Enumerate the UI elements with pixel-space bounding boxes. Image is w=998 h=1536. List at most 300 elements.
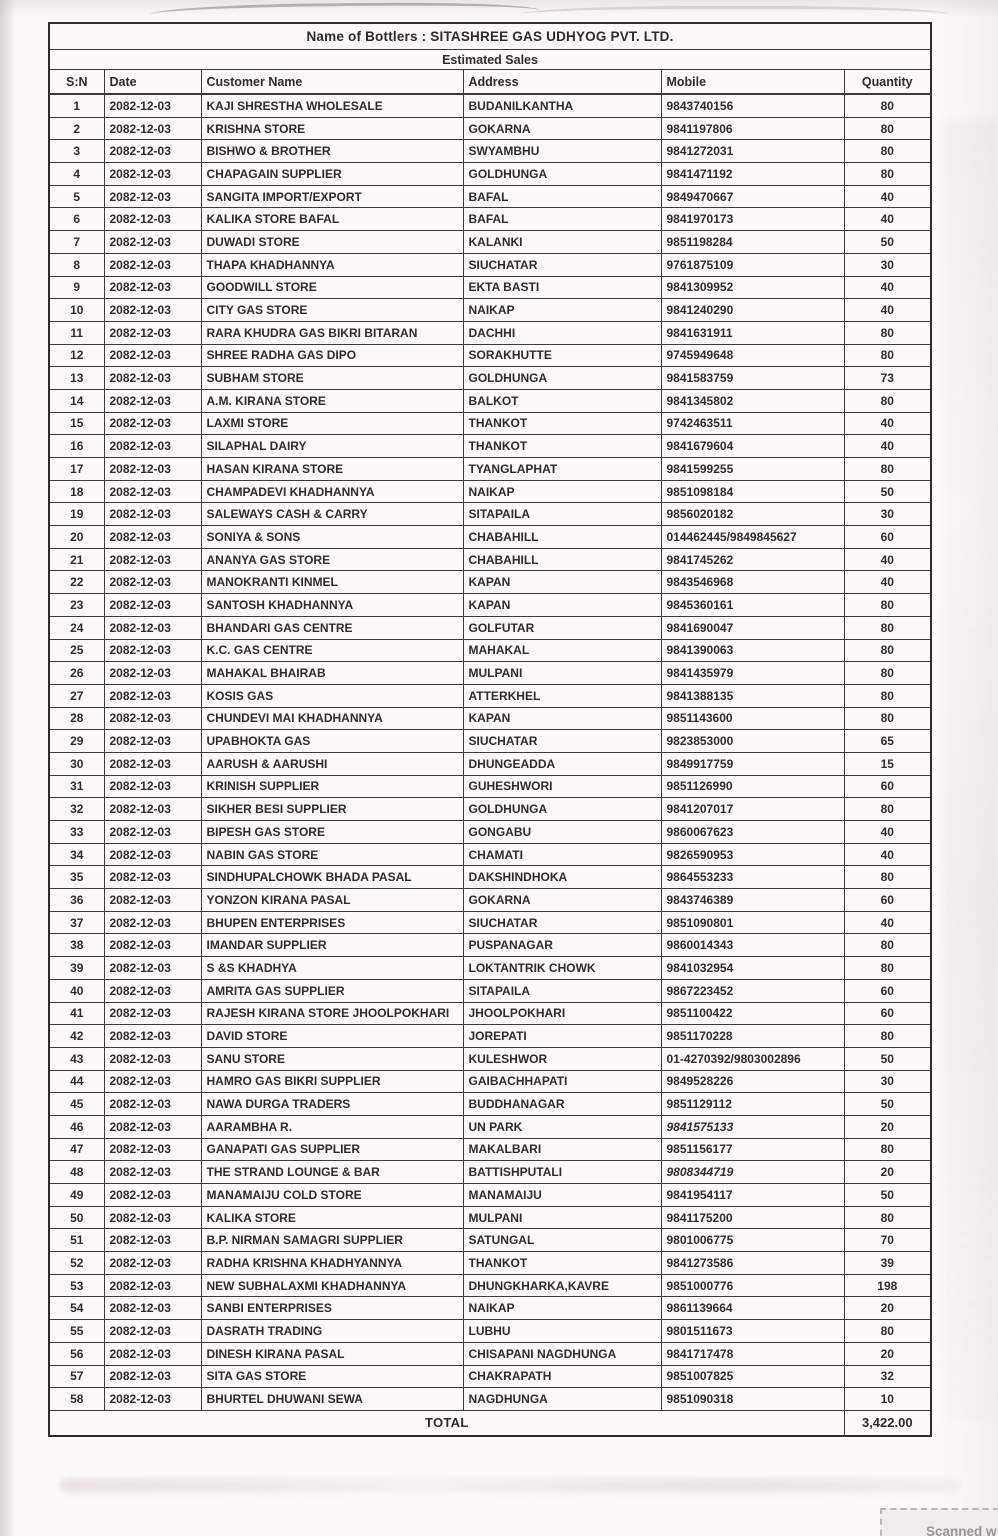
- table-row: [49, 548, 931, 571]
- quantity-cell: 80: [844, 117, 931, 140]
- customer-cell: AMRITA GAS SUPPLIER: [201, 979, 463, 1002]
- date-cell: 2082-12-03: [104, 163, 201, 186]
- address-cell: THANKOT: [463, 1252, 661, 1275]
- sn-cell: 50: [49, 1206, 104, 1229]
- sn-cell: 16: [49, 435, 104, 458]
- sn-cell: 8: [49, 253, 104, 276]
- date-cell: 2082-12-03: [104, 843, 201, 866]
- table-row: [49, 435, 931, 458]
- quantity-cell: 50: [844, 1184, 931, 1207]
- quantity-cell: 20: [844, 1297, 931, 1320]
- address-cell: GOLDHUNGA: [463, 367, 661, 390]
- quantity-cell: 80: [844, 140, 931, 163]
- sn-cell: 19: [49, 503, 104, 526]
- quantity-cell: 80: [844, 458, 931, 481]
- customer-cell: HASAN KIRANA STORE: [201, 458, 463, 481]
- sn-cell: 39: [49, 957, 104, 980]
- date-cell: 2082-12-03: [104, 1342, 201, 1365]
- total-value: 3,422.00: [844, 1410, 931, 1436]
- table-row: [49, 253, 931, 276]
- column-header-mobile: Mobile: [661, 70, 844, 95]
- quantity-cell: 80: [844, 934, 931, 957]
- quantity-cell: 80: [844, 321, 931, 344]
- address-cell: MAHAKAL: [463, 639, 661, 662]
- customer-cell: K.C. GAS CENTRE: [201, 639, 463, 662]
- quantity-cell: 80: [844, 163, 931, 186]
- table-row: [49, 1229, 931, 1252]
- table-row: [49, 866, 931, 889]
- mobile-cell: 01-4270392/9803002896: [661, 1047, 844, 1070]
- customer-cell: UPABHOKTA GAS: [201, 730, 463, 753]
- table-row: [49, 707, 931, 730]
- mobile-cell: 9841197806: [661, 117, 844, 140]
- mobile-cell: 9841631911: [661, 321, 844, 344]
- date-cell: 2082-12-03: [104, 730, 201, 753]
- sn-cell: 2: [49, 117, 104, 140]
- address-cell: NAGDHUNGA: [463, 1388, 661, 1411]
- mobile-cell: 9808344719: [661, 1161, 844, 1184]
- table-row: [49, 911, 931, 934]
- customer-cell: KAJI SHRESTHA WHOLESALE: [201, 94, 463, 117]
- mobile-cell: 9864553233: [661, 866, 844, 889]
- column-header-row: [49, 70, 931, 95]
- address-cell: LOKTANTRIK CHOWK: [463, 957, 661, 980]
- address-cell: GOLFUTAR: [463, 616, 661, 639]
- table-row: [49, 526, 931, 549]
- sn-cell: 47: [49, 1138, 104, 1161]
- sn-cell: 15: [49, 412, 104, 435]
- sn-cell: 12: [49, 344, 104, 367]
- quantity-cell: 80: [844, 707, 931, 730]
- table-row: [49, 979, 931, 1002]
- mobile-cell: 9851156177: [661, 1138, 844, 1161]
- sn-cell: 49: [49, 1184, 104, 1207]
- mobile-cell: 9841599255: [661, 458, 844, 481]
- table-row: [49, 1184, 931, 1207]
- mobile-cell: 9851143600: [661, 707, 844, 730]
- address-cell: SWYAMBHU: [463, 140, 661, 163]
- sn-cell: 11: [49, 321, 104, 344]
- table-row: [49, 1070, 931, 1093]
- mobile-cell: 9851090801: [661, 911, 844, 934]
- address-cell: MULPANI: [463, 662, 661, 685]
- quantity-cell: 50: [844, 1093, 931, 1116]
- table-row: [49, 1002, 931, 1025]
- customer-cell: KOSIS GAS: [201, 684, 463, 707]
- quantity-cell: 65: [844, 730, 931, 753]
- date-cell: 2082-12-03: [104, 821, 201, 844]
- mobile-cell: 9841745262: [661, 548, 844, 571]
- mobile-cell: 9841273586: [661, 1252, 844, 1275]
- address-cell: UN PARK: [463, 1115, 661, 1138]
- date-cell: 2082-12-03: [104, 344, 201, 367]
- customer-cell: RARA KHUDRA GAS BIKRI BITARAN: [201, 321, 463, 344]
- address-cell: NAIKAP: [463, 480, 661, 503]
- address-cell: THANKOT: [463, 412, 661, 435]
- date-cell: 2082-12-03: [104, 1206, 201, 1229]
- address-cell: DAKSHINDHOKA: [463, 866, 661, 889]
- quantity-cell: 80: [844, 639, 931, 662]
- table-row: [49, 889, 931, 912]
- table-row: [49, 1274, 931, 1297]
- address-cell: SATUNGAL: [463, 1229, 661, 1252]
- date-cell: 2082-12-03: [104, 1002, 201, 1025]
- table-row: [49, 503, 931, 526]
- mobile-cell: 9841272031: [661, 140, 844, 163]
- quantity-cell: 80: [844, 594, 931, 617]
- quantity-cell: 30: [844, 503, 931, 526]
- table-row: [49, 1320, 931, 1343]
- mobile-cell: 9851170228: [661, 1025, 844, 1048]
- address-cell: BAFAL: [463, 208, 661, 231]
- date-cell: 2082-12-03: [104, 594, 201, 617]
- address-cell: BALKOT: [463, 389, 661, 412]
- address-cell: MULPANI: [463, 1206, 661, 1229]
- address-cell: KULESHWOR: [463, 1047, 661, 1070]
- mobile-cell: 9845360161: [661, 594, 844, 617]
- sn-cell: 37: [49, 911, 104, 934]
- sn-cell: 57: [49, 1365, 104, 1388]
- quantity-cell: 80: [844, 344, 931, 367]
- date-cell: 2082-12-03: [104, 548, 201, 571]
- address-cell: CHAMATI: [463, 843, 661, 866]
- quantity-cell: 50: [844, 1047, 931, 1070]
- sn-cell: 43: [49, 1047, 104, 1070]
- quantity-cell: 40: [844, 208, 931, 231]
- quantity-cell: 40: [844, 185, 931, 208]
- subtitle-row: [49, 50, 931, 70]
- date-cell: 2082-12-03: [104, 1047, 201, 1070]
- customer-cell: SITA GAS STORE: [201, 1365, 463, 1388]
- customer-cell: LAXMI STORE: [201, 412, 463, 435]
- date-cell: 2082-12-03: [104, 458, 201, 481]
- customer-cell: RADHA KRISHNA KHADHYANNYA: [201, 1252, 463, 1275]
- sn-cell: 40: [49, 979, 104, 1002]
- sn-cell: 3: [49, 140, 104, 163]
- customer-cell: NEW SUBHALAXMI KHADHANNYA: [201, 1274, 463, 1297]
- table-body: [49, 94, 931, 1410]
- quantity-cell: 10: [844, 1388, 931, 1411]
- mobile-cell: 9841345802: [661, 389, 844, 412]
- mobile-cell: 9761875109: [661, 253, 844, 276]
- address-cell: NAIKAP: [463, 1297, 661, 1320]
- quantity-cell: 80: [844, 957, 931, 980]
- column-header-date: Date: [104, 70, 201, 95]
- address-cell: SIUCHATAR: [463, 730, 661, 753]
- address-cell: SIUCHATAR: [463, 253, 661, 276]
- date-cell: 2082-12-03: [104, 1161, 201, 1184]
- date-cell: 2082-12-03: [104, 571, 201, 594]
- sn-cell: 28: [49, 707, 104, 730]
- customer-cell: BISHWO & BROTHER: [201, 140, 463, 163]
- sn-cell: 29: [49, 730, 104, 753]
- mobile-cell: 9742463511: [661, 412, 844, 435]
- address-cell: KAPAN: [463, 594, 661, 617]
- table-row: [49, 1047, 931, 1070]
- address-cell: ATTERKHEL: [463, 684, 661, 707]
- quantity-cell: 40: [844, 276, 931, 299]
- customer-cell: KRISHNA STORE: [201, 117, 463, 140]
- address-cell: SITAPAILA: [463, 979, 661, 1002]
- address-cell: GUHESHWORI: [463, 775, 661, 798]
- quantity-cell: 80: [844, 389, 931, 412]
- table-row: [49, 798, 931, 821]
- scan-shadow-curve: [150, 1, 540, 24]
- sn-cell: 5: [49, 185, 104, 208]
- date-cell: 2082-12-03: [104, 1229, 201, 1252]
- mobile-cell: 9841032954: [661, 957, 844, 980]
- quantity-cell: 80: [844, 1138, 931, 1161]
- customer-cell: SANGITA IMPORT/EXPORT: [201, 185, 463, 208]
- date-cell: 2082-12-03: [104, 94, 201, 117]
- date-cell: 2082-12-03: [104, 911, 201, 934]
- mobile-cell: 9851098184: [661, 480, 844, 503]
- customer-cell: MANOKRANTI KINMEL: [201, 571, 463, 594]
- table-row: [49, 185, 931, 208]
- scan-shadow-curve: [520, 6, 950, 23]
- document-subtitle: Estimated Sales: [49, 50, 931, 70]
- sn-cell: 14: [49, 389, 104, 412]
- sn-cell: 44: [49, 1070, 104, 1093]
- sn-cell: 31: [49, 775, 104, 798]
- customer-cell: SANTOSH KHADHANNYA: [201, 594, 463, 617]
- quantity-cell: 60: [844, 979, 931, 1002]
- quantity-cell: 50: [844, 480, 931, 503]
- date-cell: 2082-12-03: [104, 957, 201, 980]
- address-cell: DACHHI: [463, 321, 661, 344]
- address-cell: SITAPAILA: [463, 503, 661, 526]
- date-cell: 2082-12-03: [104, 1184, 201, 1207]
- table-row: [49, 389, 931, 412]
- customer-cell: IMANDAR SUPPLIER: [201, 934, 463, 957]
- mobile-cell: 9841388135: [661, 684, 844, 707]
- address-cell: GOLDHUNGA: [463, 798, 661, 821]
- quantity-cell: 40: [844, 435, 931, 458]
- date-cell: 2082-12-03: [104, 752, 201, 775]
- table-row: [49, 276, 931, 299]
- customer-cell: BHANDARI GAS CENTRE: [201, 616, 463, 639]
- customer-cell: SHREE RADHA GAS DIPO: [201, 344, 463, 367]
- table-row: [49, 163, 931, 186]
- total-label: TOTAL: [49, 1410, 844, 1436]
- address-cell: DHUNGKHARKA,KAVRE: [463, 1274, 661, 1297]
- address-cell: MANAMAIJU: [463, 1184, 661, 1207]
- table-row: [49, 140, 931, 163]
- quantity-cell: 20: [844, 1115, 931, 1138]
- quantity-cell: 80: [844, 1320, 931, 1343]
- sn-cell: 52: [49, 1252, 104, 1275]
- date-cell: 2082-12-03: [104, 480, 201, 503]
- mobile-cell: 9851129112: [661, 1093, 844, 1116]
- date-cell: 2082-12-03: [104, 117, 201, 140]
- quantity-cell: 80: [844, 684, 931, 707]
- sn-cell: 21: [49, 548, 104, 571]
- customer-cell: AARAMBHA R.: [201, 1115, 463, 1138]
- date-cell: 2082-12-03: [104, 1388, 201, 1411]
- customer-cell: SILAPHAL DAIRY: [201, 435, 463, 458]
- address-cell: CHABAHILL: [463, 526, 661, 549]
- customer-cell: KALIKA STORE BAFAL: [201, 208, 463, 231]
- table-row: [49, 1025, 931, 1048]
- customer-cell: DUWADI STORE: [201, 231, 463, 254]
- date-cell: 2082-12-03: [104, 367, 201, 390]
- quantity-cell: 73: [844, 367, 931, 390]
- date-cell: 2082-12-03: [104, 503, 201, 526]
- table-row: [49, 1297, 931, 1320]
- sn-cell: 36: [49, 889, 104, 912]
- mobile-cell: 9843546968: [661, 571, 844, 594]
- date-cell: 2082-12-03: [104, 979, 201, 1002]
- sn-cell: 4: [49, 163, 104, 186]
- address-cell: TYANGLAPHAT: [463, 458, 661, 481]
- sn-cell: 25: [49, 639, 104, 662]
- mobile-cell: 9851198284: [661, 231, 844, 254]
- sn-cell: 30: [49, 752, 104, 775]
- sn-cell: 26: [49, 662, 104, 685]
- address-cell: KAPAN: [463, 707, 661, 730]
- customer-cell: B.P. NIRMAN SAMAGRI SUPPLIER: [201, 1229, 463, 1252]
- mobile-cell: 9823853000: [661, 730, 844, 753]
- table-row: [49, 594, 931, 617]
- table-row: [49, 1365, 931, 1388]
- column-header-address: Address: [463, 70, 661, 95]
- mobile-cell: 9851090318: [661, 1388, 844, 1411]
- address-cell: KAPAN: [463, 571, 661, 594]
- mobile-cell: 014462445/9849845627: [661, 526, 844, 549]
- date-cell: 2082-12-03: [104, 1115, 201, 1138]
- quantity-cell: 60: [844, 775, 931, 798]
- mobile-cell: 9849528226: [661, 1070, 844, 1093]
- quantity-cell: 80: [844, 616, 931, 639]
- mobile-cell: 9843746389: [661, 889, 844, 912]
- table-row: [49, 730, 931, 753]
- date-cell: 2082-12-03: [104, 208, 201, 231]
- sn-cell: 46: [49, 1115, 104, 1138]
- sn-cell: 27: [49, 684, 104, 707]
- table-row: [49, 821, 931, 844]
- mobile-cell: 9841679604: [661, 435, 844, 458]
- mobile-cell: 9841175200: [661, 1206, 844, 1229]
- address-cell: PUSPANAGAR: [463, 934, 661, 957]
- address-cell: BATTISHPUTALI: [463, 1161, 661, 1184]
- scan-smudge: [60, 1478, 960, 1493]
- table-row: [49, 367, 931, 390]
- date-cell: 2082-12-03: [104, 775, 201, 798]
- date-cell: 2082-12-03: [104, 231, 201, 254]
- quantity-cell: 40: [844, 843, 931, 866]
- table-row: [49, 299, 931, 322]
- sn-cell: 41: [49, 1002, 104, 1025]
- table-row: [49, 1206, 931, 1229]
- sn-cell: 51: [49, 1229, 104, 1252]
- quantity-cell: 32: [844, 1365, 931, 1388]
- address-cell: GOKARNA: [463, 889, 661, 912]
- table-row: [49, 1161, 931, 1184]
- date-cell: 2082-12-03: [104, 526, 201, 549]
- table-row: [49, 662, 931, 685]
- address-cell: JHOOLPOKHARI: [463, 1002, 661, 1025]
- address-cell: CHAKRAPATH: [463, 1365, 661, 1388]
- mobile-cell: 9841207017: [661, 798, 844, 821]
- date-cell: 2082-12-03: [104, 1297, 201, 1320]
- date-cell: 2082-12-03: [104, 866, 201, 889]
- customer-cell: SIKHER BESI SUPPLIER: [201, 798, 463, 821]
- customer-cell: DAVID STORE: [201, 1025, 463, 1048]
- table-row: [49, 616, 931, 639]
- address-cell: JOREPATI: [463, 1025, 661, 1048]
- date-cell: 2082-12-03: [104, 707, 201, 730]
- customer-cell: A.M. KIRANA STORE: [201, 389, 463, 412]
- table-row: [49, 117, 931, 140]
- customer-cell: SALEWAYS CASH & CARRY: [201, 503, 463, 526]
- customer-cell: YONZON KIRANA PASAL: [201, 889, 463, 912]
- quantity-cell: 30: [844, 1070, 931, 1093]
- customer-cell: CHUNDEVI MAI KHADHANNYA: [201, 707, 463, 730]
- date-cell: 2082-12-03: [104, 1365, 201, 1388]
- table-row: [49, 775, 931, 798]
- quantity-cell: 40: [844, 821, 931, 844]
- address-cell: SORAKHUTTE: [463, 344, 661, 367]
- quantity-cell: 40: [844, 911, 931, 934]
- date-cell: 2082-12-03: [104, 934, 201, 957]
- address-cell: DHUNGEADDA: [463, 752, 661, 775]
- customer-cell: SANBI ENTERPRISES: [201, 1297, 463, 1320]
- sn-cell: 17: [49, 458, 104, 481]
- date-cell: 2082-12-03: [104, 1093, 201, 1116]
- mobile-cell: 9851007825: [661, 1365, 844, 1388]
- customer-cell: KRINISH SUPPLIER: [201, 775, 463, 798]
- customer-cell: MANAMAIJU COLD STORE: [201, 1184, 463, 1207]
- customer-cell: CHAMPADEVI KHADHANNYA: [201, 480, 463, 503]
- mobile-cell: 9841717478: [661, 1342, 844, 1365]
- quantity-cell: 40: [844, 571, 931, 594]
- quantity-cell: 30: [844, 253, 931, 276]
- mobile-cell: 9745949648: [661, 344, 844, 367]
- sn-cell: 24: [49, 616, 104, 639]
- sn-cell: 34: [49, 843, 104, 866]
- customer-cell: NAWA DURGA TRADERS: [201, 1093, 463, 1116]
- address-cell: EKTA BASTI: [463, 276, 661, 299]
- quantity-cell: 15: [844, 752, 931, 775]
- mobile-cell: 9849917759: [661, 752, 844, 775]
- address-cell: GONGABU: [463, 821, 661, 844]
- address-cell: GAIBACHHAPATI: [463, 1070, 661, 1093]
- table-row: [49, 231, 931, 254]
- date-cell: 2082-12-03: [104, 1025, 201, 1048]
- quantity-cell: 60: [844, 889, 931, 912]
- mobile-cell: 9826590953: [661, 843, 844, 866]
- address-cell: CHABAHILL: [463, 548, 661, 571]
- customer-cell: NABIN GAS STORE: [201, 843, 463, 866]
- mobile-cell: 9851000776: [661, 1274, 844, 1297]
- sn-cell: 20: [49, 526, 104, 549]
- customer-cell: SANU STORE: [201, 1047, 463, 1070]
- column-header-sn: S:N: [49, 70, 104, 95]
- quantity-cell: 20: [844, 1161, 931, 1184]
- mobile-cell: 9856020182: [661, 503, 844, 526]
- sn-cell: 32: [49, 798, 104, 821]
- customer-cell: DASRATH TRADING: [201, 1320, 463, 1343]
- date-cell: 2082-12-03: [104, 1252, 201, 1275]
- address-cell: KALANKI: [463, 231, 661, 254]
- address-cell: NAIKAP: [463, 299, 661, 322]
- sn-cell: 48: [49, 1161, 104, 1184]
- table-row: [49, 1093, 931, 1116]
- date-cell: 2082-12-03: [104, 1138, 201, 1161]
- customer-cell: THAPA KHADHANNYA: [201, 253, 463, 276]
- mobile-cell: 9851126990: [661, 775, 844, 798]
- quantity-cell: 80: [844, 1025, 931, 1048]
